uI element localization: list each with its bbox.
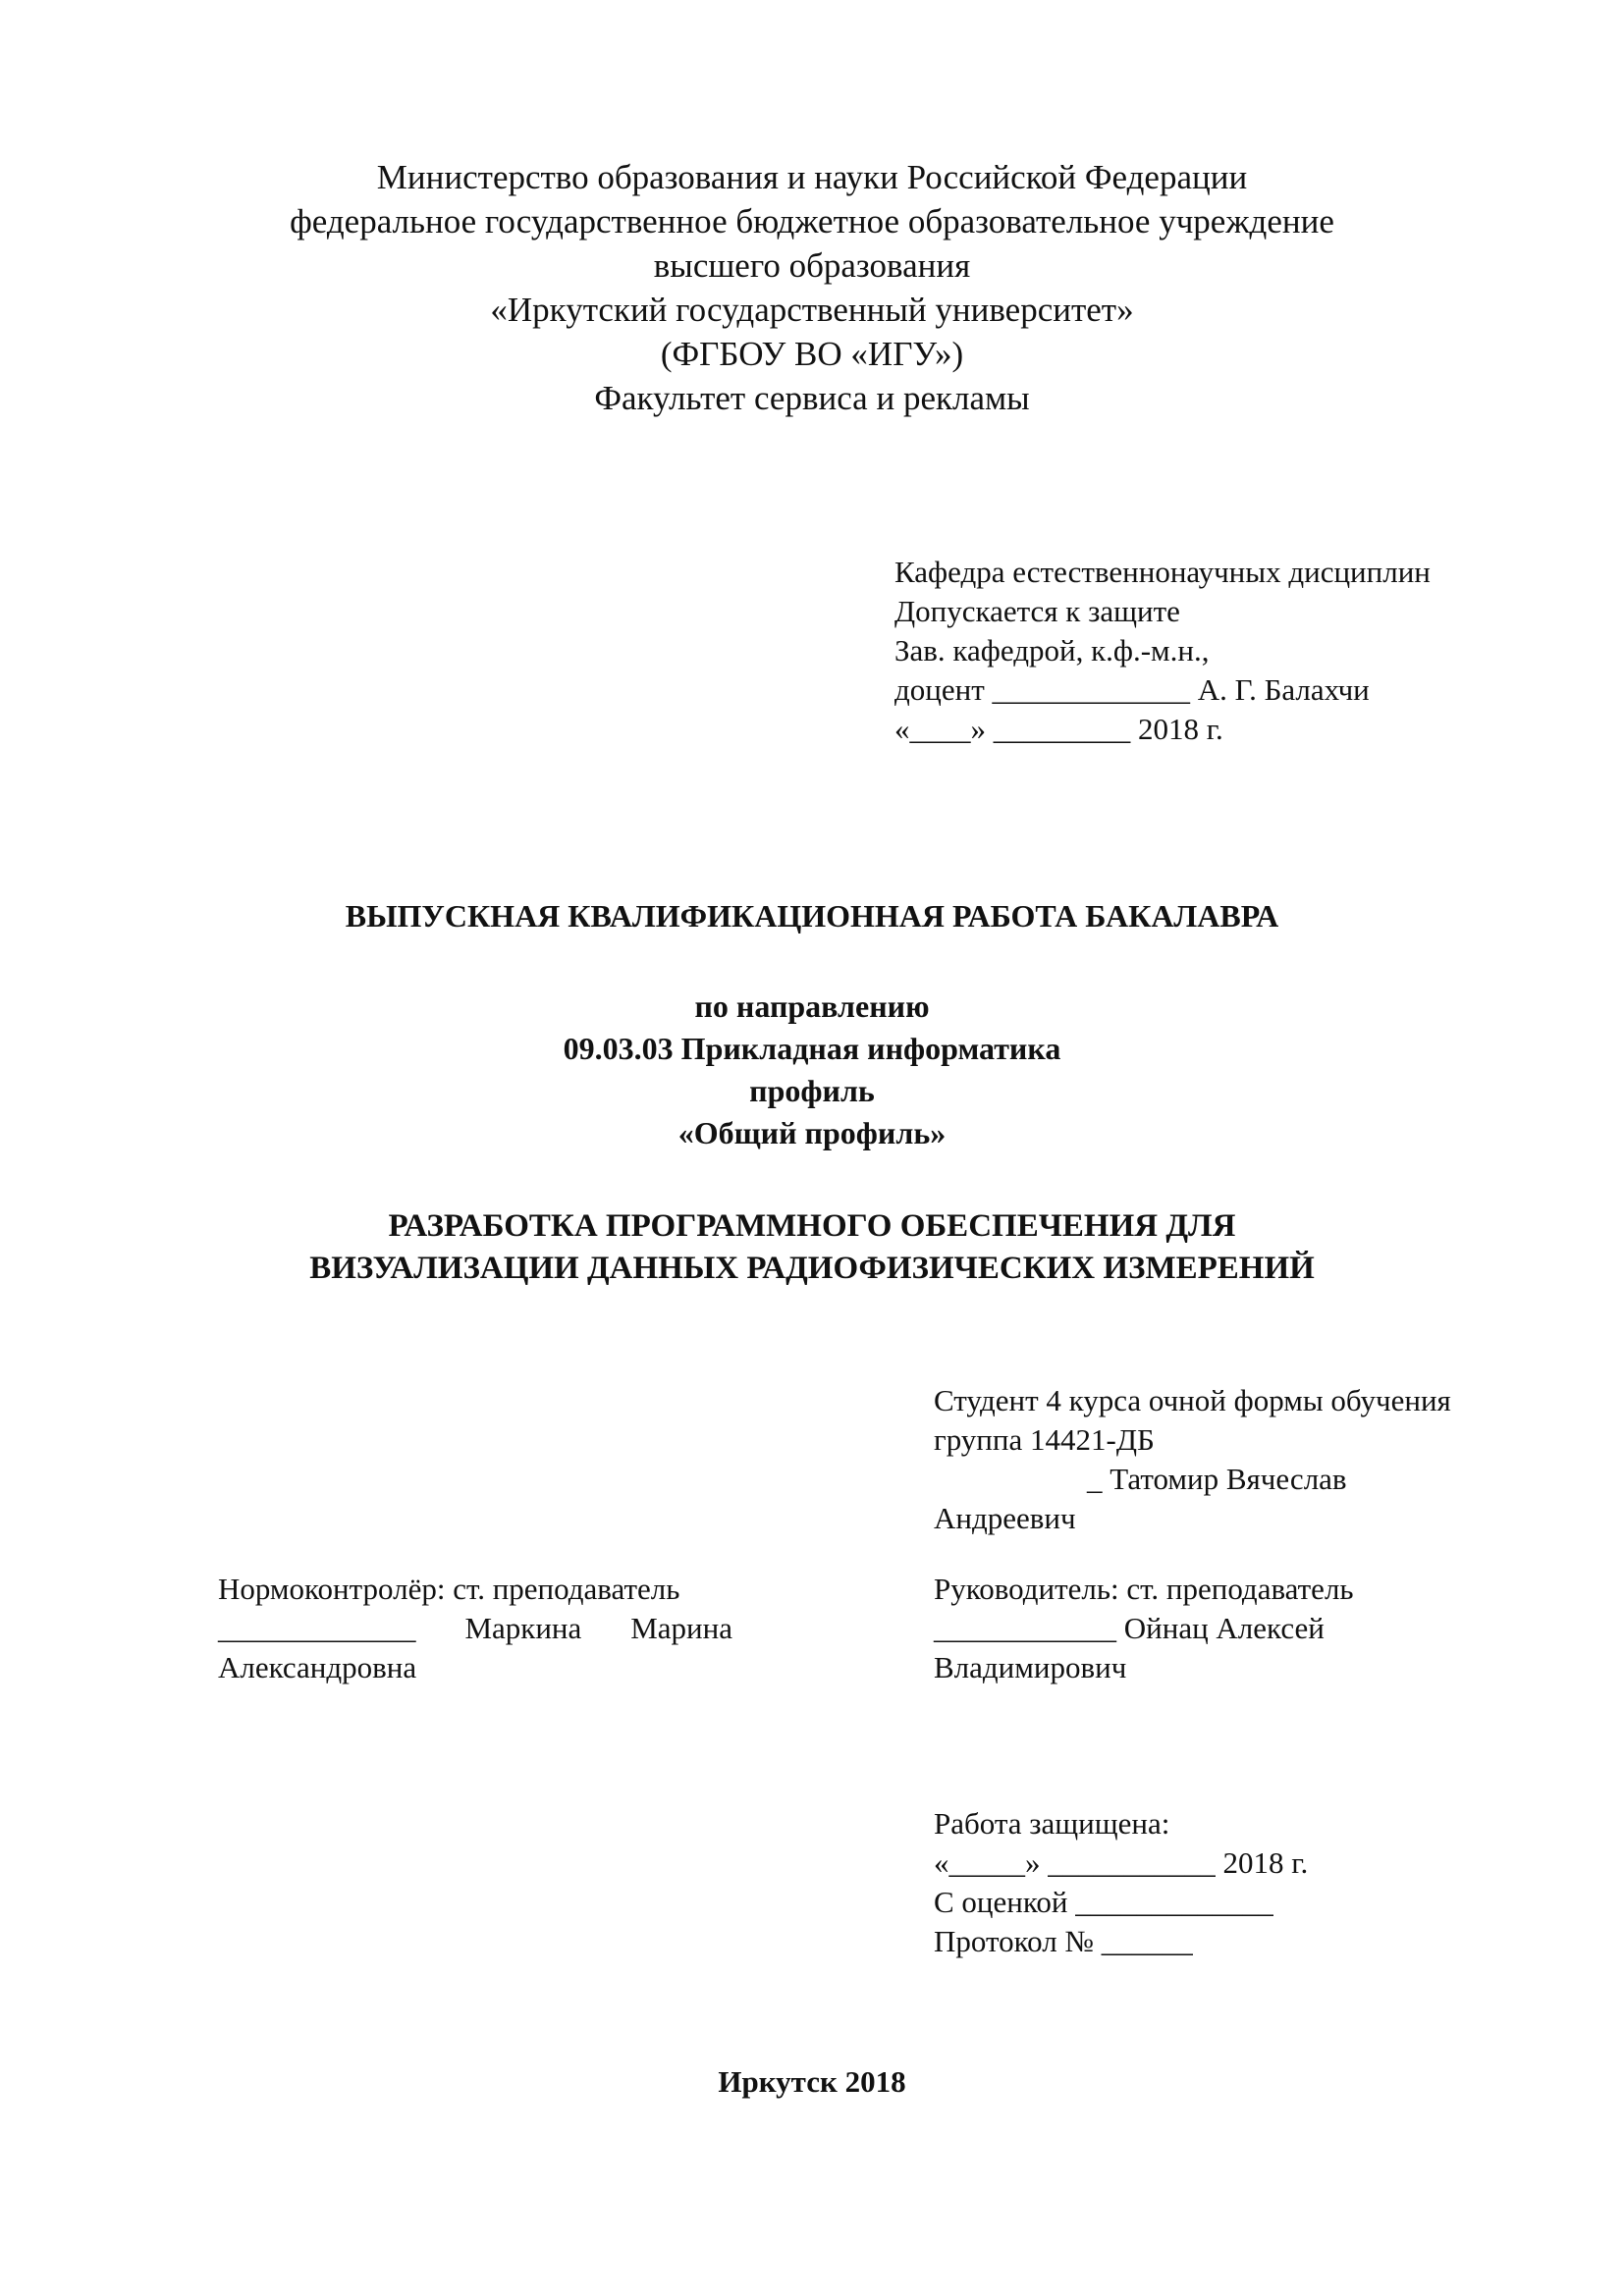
education-level: высшего образования — [653, 246, 971, 285]
student-group: группа 14421-ДБ — [934, 1422, 1155, 1457]
ministry-name: Министерство образования и науки Российской Федерации — [376, 158, 1248, 196]
admission-text: Допускается к защите — [894, 594, 1180, 628]
profile-label: профиль — [749, 1073, 875, 1108]
defense-date: «_____» ___________ 2018 г. — [934, 1845, 1309, 1880]
student-name: _ Татомир Вячеслав — [1087, 1462, 1347, 1496]
normcontroller-signature-line — [218, 1609, 732, 1648]
direction-block — [0, 986, 1624, 1154]
supervisor-title: Руководитель: ст. преподаватель — [934, 1572, 1354, 1606]
normcontroller-signature: _____________ — [218, 1611, 416, 1645]
university-abbreviation: (ФГБОУ ВО «ИГУ») — [660, 335, 964, 373]
department-head-signature: доцент _____________ А. Г. Балахчи — [894, 672, 1370, 707]
normcontroller-title: Нормоконтролёр: ст. преподаватель — [218, 1572, 680, 1606]
department-name: Кафедра естественнонаучных дисциплин — [894, 555, 1431, 589]
defense-info — [934, 1804, 1308, 1961]
city-year-footer — [0, 2064, 1624, 2100]
direction-label: по направлению — [694, 988, 930, 1024]
defense-protocol: Протокол № ______ — [934, 1924, 1193, 1958]
faculty-name: Факультет сервиса и рекламы — [594, 379, 1030, 417]
department-approval-block — [894, 553, 1431, 749]
work-type-title — [0, 898, 1624, 934]
profile-name: «Общий профиль» — [677, 1115, 947, 1150]
supervisor-patronymic: Владимирович — [934, 1650, 1127, 1684]
department-head-title: Зав. кафедрой, к.ф.-м.н., — [894, 633, 1210, 667]
student-patronymic: Андреевич — [934, 1501, 1076, 1535]
normcontroller-surname: Маркина — [464, 1611, 582, 1645]
normcontroller-patronymic: Александровна — [218, 1650, 417, 1684]
topic-line-1: РАЗРАБОТКА ПРОГРАММНОГО ОБЕСПЕЧЕНИЯ ДЛЯ — [388, 1208, 1236, 1244]
student-course: Студент 4 курса очной формы обучения — [934, 1383, 1451, 1417]
approval-date: «____» _________ 2018 г. — [894, 712, 1223, 746]
student-info — [934, 1381, 1451, 1538]
city-year: Иркутск 2018 — [718, 2064, 906, 2099]
direction-name: 09.03.03 Прикладная информатика — [563, 1031, 1061, 1066]
work-type: ВЫПУСКНАЯ КВАЛИФИКАЦИОННАЯ РАБОТА БАКАЛАВРА — [345, 898, 1279, 934]
thesis-topic — [0, 1205, 1624, 1290]
supervisor-signature: ____________ Ойнац Алексей — [934, 1611, 1325, 1645]
normcontroller-first-name: Марина — [630, 1611, 732, 1645]
university-header — [0, 155, 1624, 420]
institution-type: федеральное государственное бюджетное образовательное учреждение — [290, 202, 1334, 240]
defense-title: Работа защищена: — [934, 1806, 1170, 1841]
supervisor-info — [934, 1570, 1354, 1687]
defense-grade: С оценкой _____________ — [934, 1885, 1273, 1919]
topic-line-2: ВИЗУАЛИЗАЦИИ ДАННЫХ РАДИОФИЗИЧЕСКИХ ИЗМЕРЕНИЙ — [309, 1251, 1315, 1286]
university-name: «Иркутский государственный университет» — [490, 291, 1134, 329]
normcontroller-info — [218, 1570, 732, 1687]
